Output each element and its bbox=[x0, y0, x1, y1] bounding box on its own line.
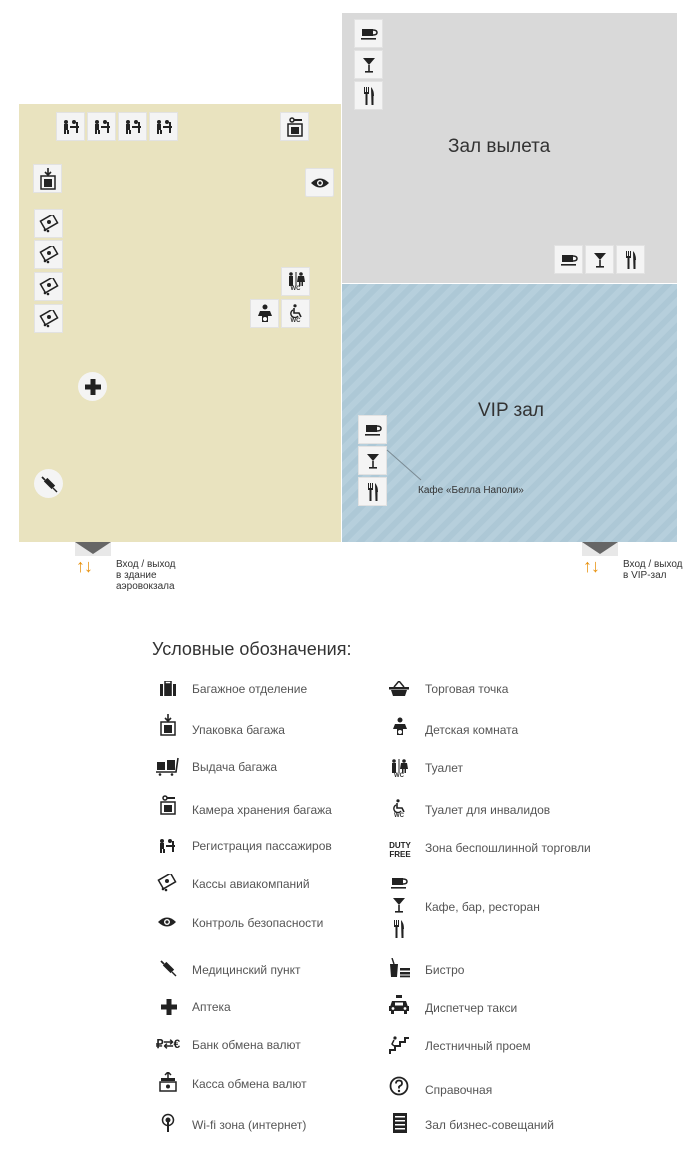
child-room-icon bbox=[390, 717, 410, 737]
legend-label: Туалет для инвалидов bbox=[425, 803, 551, 817]
entrance-vip-label: Вход / выход в VIP-зал bbox=[623, 559, 683, 581]
legend-label: Упаковка багажа bbox=[192, 723, 285, 737]
legend-label: Торговая точка bbox=[425, 682, 509, 696]
syringe-icon[interactable] bbox=[34, 469, 63, 498]
fork-knife-icon bbox=[393, 920, 405, 938]
cocktail-glass-icon bbox=[392, 897, 406, 913]
legend-label: Туалет bbox=[425, 761, 463, 775]
ticket-office-icon[interactable] bbox=[34, 304, 63, 333]
legend-label: Камера хранения багажа bbox=[192, 803, 332, 817]
wifi-icon bbox=[158, 1113, 178, 1133]
pharmacy-cross-icon bbox=[159, 997, 179, 1017]
fork-knife-icon[interactable] bbox=[354, 81, 383, 110]
cocktail-glass-icon[interactable] bbox=[585, 245, 614, 274]
legend-label: Бистро bbox=[425, 963, 465, 977]
business-room-icon bbox=[390, 1113, 410, 1133]
child-room-icon[interactable] bbox=[250, 299, 279, 328]
duty-free-icon: DUTY FREE bbox=[389, 841, 411, 859]
legend-label: Медицинский пункт bbox=[192, 963, 301, 977]
vip-hall-title: VIP зал bbox=[478, 400, 544, 421]
currency-exchange-icon: ₽⇄€ bbox=[155, 1037, 181, 1051]
accessible-toilet-icon[interactable]: WC bbox=[281, 299, 310, 328]
entrance-vip-triangle bbox=[582, 542, 618, 554]
entrance-arrows-icon: ↑↓ bbox=[583, 556, 599, 576]
entrance-main-label: Вход / выход в здание аэровокзала bbox=[116, 559, 176, 592]
baggage-wrap-icon bbox=[158, 715, 178, 735]
legend-label: Выдача багажа bbox=[192, 760, 278, 774]
fork-knife-icon[interactable] bbox=[616, 245, 645, 274]
cafe-leader-line bbox=[385, 448, 425, 482]
legend-label: Справочная bbox=[425, 1083, 493, 1097]
coffee-cup-icon bbox=[390, 876, 408, 890]
info-question-icon bbox=[389, 1076, 409, 1096]
check-in-icon[interactable] bbox=[87, 112, 116, 141]
syringe-icon bbox=[158, 958, 178, 978]
entrance-main-triangle bbox=[75, 542, 111, 554]
toilet-icon[interactable]: WC bbox=[281, 267, 310, 296]
accessible-toilet-icon: WC bbox=[389, 796, 409, 822]
legend-label: Детская комната bbox=[425, 723, 519, 737]
luggage-storage-icon[interactable] bbox=[280, 112, 309, 141]
check-in-icon[interactable] bbox=[56, 112, 85, 141]
pharmacy-cross-icon[interactable] bbox=[78, 372, 107, 401]
cafe-bar-restaurant-icon bbox=[389, 876, 409, 938]
cocktail-glass-icon[interactable] bbox=[358, 446, 387, 475]
eye-icon[interactable] bbox=[305, 168, 334, 197]
legend-title: Условные обозначения: bbox=[152, 639, 352, 659]
legend-label: Контроль безопасности bbox=[192, 916, 324, 930]
coffee-cup-icon[interactable] bbox=[554, 245, 583, 274]
ticket-office-icon[interactable] bbox=[34, 240, 63, 269]
cocktail-glass-icon[interactable] bbox=[354, 50, 383, 79]
fork-knife-icon[interactable] bbox=[358, 477, 387, 506]
cafe-label: Кафе «Белла Наполи» bbox=[418, 485, 524, 496]
legend-label: Лестничный проем bbox=[425, 1039, 531, 1053]
baggage-wrap-icon[interactable] bbox=[33, 164, 62, 193]
cash-desk-icon bbox=[158, 1072, 178, 1092]
legend-label: Зона беспошлинной торговли bbox=[425, 841, 591, 855]
check-in-icon[interactable] bbox=[149, 112, 178, 141]
luggage-storage-icon bbox=[158, 795, 178, 815]
check-in-icon bbox=[157, 836, 177, 856]
legend-label: Wi-fi зона (интернет) bbox=[192, 1118, 307, 1132]
toilet-icon: WC bbox=[389, 756, 409, 782]
check-in-icon[interactable] bbox=[118, 112, 147, 141]
ticket-office-icon bbox=[157, 873, 177, 893]
bistro-icon bbox=[388, 958, 412, 978]
suitcase-icon bbox=[158, 679, 178, 699]
legend-label: Регистрация пассажиров bbox=[192, 839, 332, 853]
departure-hall-title: Зал вылета bbox=[448, 136, 551, 157]
coffee-cup-icon[interactable] bbox=[354, 19, 383, 48]
entrance-arrows-icon: ↑↓ bbox=[76, 556, 92, 576]
coffee-cup-icon[interactable] bbox=[358, 415, 387, 444]
legend-label: Диспетчер такси bbox=[425, 1001, 518, 1015]
stairs-icon bbox=[388, 1035, 410, 1055]
shopping-basket-icon bbox=[389, 679, 409, 699]
ticket-office-icon[interactable] bbox=[34, 272, 63, 301]
legend-label: Кассы авиакомпаний bbox=[192, 877, 310, 891]
eye-icon bbox=[157, 912, 177, 932]
legend-label: Зал бизнес-совещаний bbox=[425, 1118, 554, 1132]
legend-label: Багажное отделение bbox=[192, 682, 308, 696]
ticket-office-icon[interactable] bbox=[34, 209, 63, 238]
legend-label: Касса обмена валют bbox=[192, 1077, 307, 1091]
taxi-icon bbox=[388, 995, 410, 1015]
baggage-claim-icon bbox=[156, 756, 180, 776]
legend-label: Кафе, бар, ресторан bbox=[425, 900, 540, 914]
legend-label: Банк обмена валют bbox=[192, 1038, 301, 1052]
legend-label: Аптека bbox=[192, 1000, 231, 1014]
